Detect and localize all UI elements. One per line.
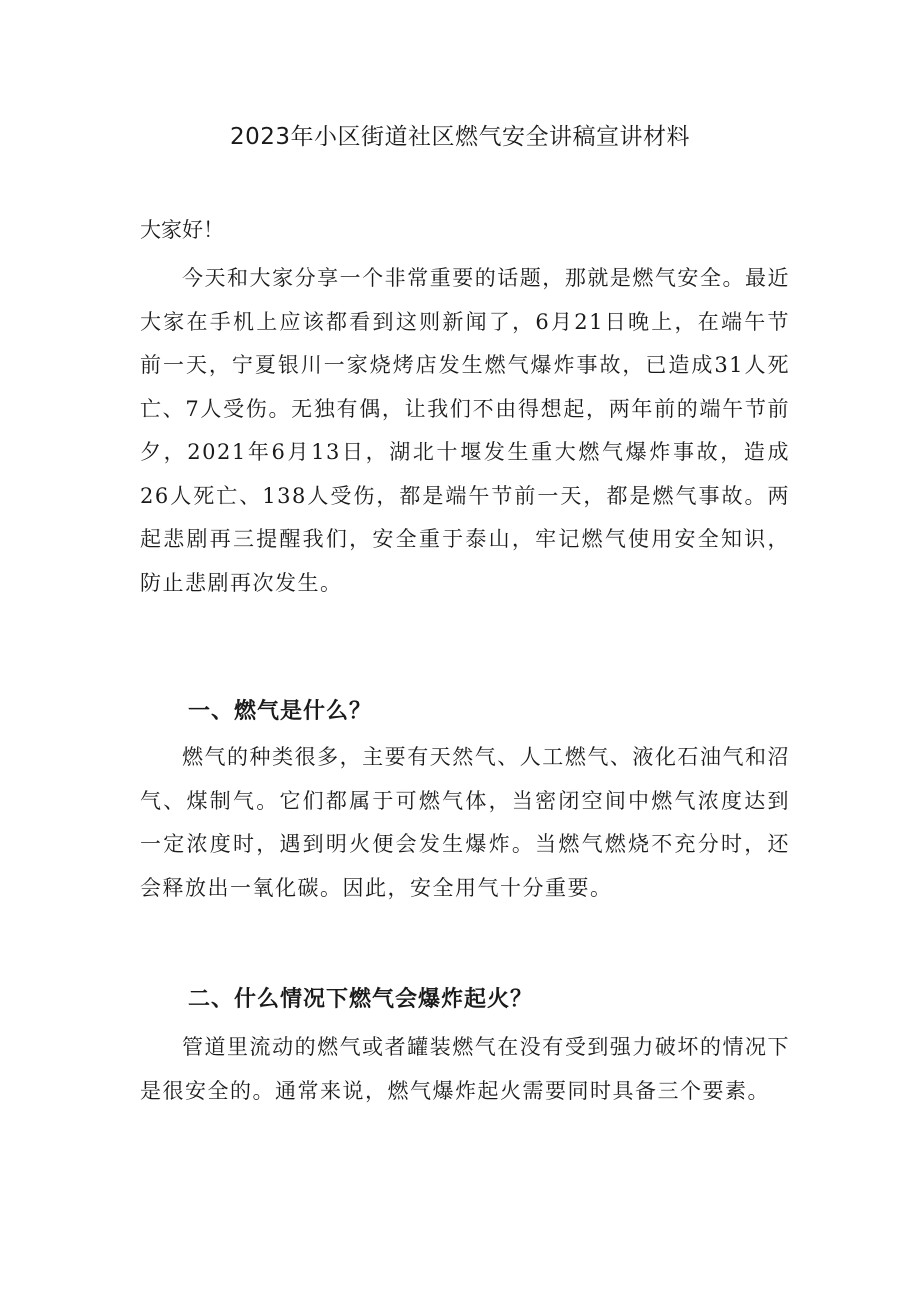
section-1-body: 燃气的种类很多，主要有天然气、人工燃气、液化石油气和沼气、煤制气。它们都属于可燃气体，当密闭空间中燃气浓度达到一定浓度时，遇到明火便会发生爆炸。当燃气燃烧不充分时，还会释放出一氧化碳。因此，安全用气十分重要。	[140, 745, 790, 900]
greeting: 大家好！	[140, 218, 224, 242]
document-title: 2023年小区街道社区燃气安全讲稿宣讲材料	[229, 124, 691, 150]
section-1-heading: 一、燃气是什么？	[188, 699, 373, 724]
intro-paragraph: 今天和大家分享一个非常重要的话题，那就是燃气安全。最近大家在手机上应该都看到这则新闻了，6月21日晚上，在端午节前一天，宁夏银川一家烧烤店发生燃气爆炸事故，已造成31人死亡、7人受伤。无独有偶，让我们不由得想起，两年前的端午节前夕，2021年6月13日，湖北十堰发生重大燃气爆炸事故，造成26人死亡、138人受伤，都是端午节前一天，都是燃气事故。两起悲剧再三提醒我们，安全重于泰山，牢记燃气使用安全知识，防止悲剧再次发生。	[140, 266, 790, 595]
section-2-body: 管道里流动的燃气或者罐装燃气在没有受到强力破坏的情况下是很安全的。通常来说，燃气爆炸起火需要同时具备三个要素。	[140, 1035, 790, 1103]
section-2-heading: 二、什么情况下燃气会爆炸起火？	[188, 987, 534, 1012]
